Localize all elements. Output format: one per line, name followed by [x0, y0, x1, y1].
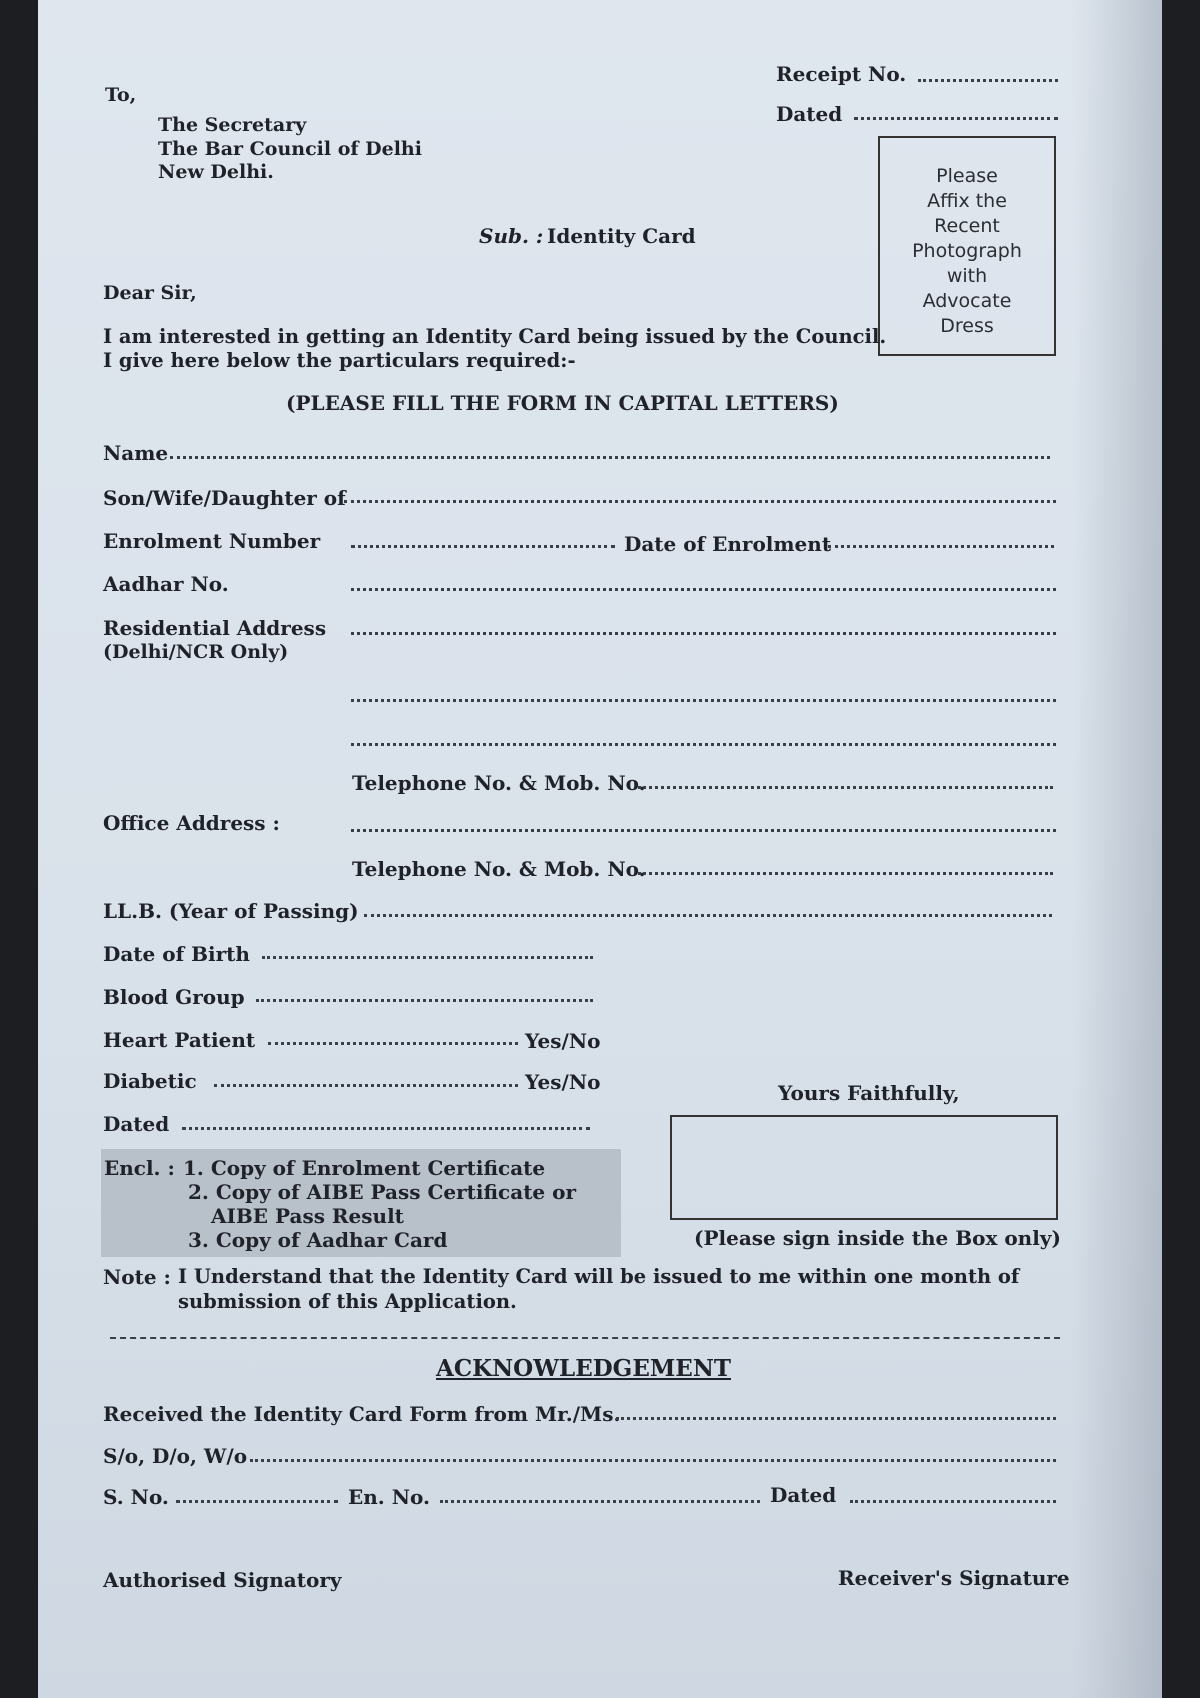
- receivers-signature: Receiver's Signature: [838, 1566, 1070, 1590]
- form-page: [38, 0, 1162, 1698]
- llb-field[interactable]: [364, 914, 1052, 917]
- dated-field[interactable]: [854, 117, 1058, 120]
- residential-address-line-1[interactable]: [351, 632, 1056, 635]
- addressee-line-3: New Delhi.: [158, 161, 274, 183]
- enclosure-item-2: 2. Copy of AIBE Pass Certificate or: [188, 1180, 576, 1204]
- residential-address-note: (Delhi/NCR Only): [103, 641, 289, 663]
- yours-faithfully: Yours Faithfully,: [778, 1081, 960, 1105]
- llb-label: LL.B. (Year of Passing): [103, 899, 359, 923]
- note-line-1: I Understand that the Identity Card will be issued to me within one month of: [178, 1265, 1020, 1288]
- enno-field[interactable]: [440, 1500, 760, 1503]
- ack-dated-label: Dated: [770, 1483, 837, 1507]
- addressee-line-1: The Secretary: [158, 114, 307, 136]
- cut-line: [110, 1337, 1060, 1339]
- dated-bottom-label: Dated: [103, 1112, 170, 1136]
- heart-patient-yes-no: Yes/No: [525, 1029, 601, 1053]
- office-telephone-label: Telephone No. & Mob. No.: [352, 857, 646, 881]
- salutation: Dear Sir,: [103, 282, 197, 304]
- received-field[interactable]: [616, 1417, 1056, 1420]
- diabetic-yes-no: Yes/No: [525, 1070, 601, 1094]
- diabetic-label: Diabetic: [103, 1069, 197, 1093]
- addressee-line-2: The Bar Council of Delhi: [158, 138, 422, 160]
- residential-address-label: Residential Address: [103, 616, 327, 640]
- enclosure-item-2-continued: AIBE Pass Result: [211, 1204, 404, 1228]
- residential-address-line-2[interactable]: [351, 699, 1056, 702]
- enclosures-label: Encl. :: [104, 1156, 175, 1180]
- office-address-label: Office Address :: [103, 811, 280, 835]
- subject: Identity Card: [547, 224, 696, 248]
- note-line-2: submission of this Application.: [178, 1290, 517, 1313]
- receipt-label: Receipt No.: [776, 62, 907, 86]
- enrolment-number-field[interactable]: [351, 545, 615, 548]
- ack-dated-field[interactable]: [850, 1500, 1056, 1503]
- dob-label: Date of Birth: [103, 942, 250, 966]
- note-label: Note :: [103, 1265, 171, 1289]
- signature-instruction: (Please sign inside the Box only): [694, 1226, 1061, 1250]
- ack-relation-label: S/o, D/o, W/o: [103, 1444, 248, 1468]
- heart-patient-label: Heart Patient: [103, 1028, 256, 1052]
- to-label: To,: [105, 84, 137, 106]
- authorised-signatory: Authorised Signatory: [103, 1568, 342, 1592]
- received-label: Received the Identity Card Form from Mr./Ms.: [103, 1402, 621, 1426]
- intro-line-2: I give here below the particulars required:-: [103, 349, 576, 372]
- aadhar-field[interactable]: [351, 588, 1056, 591]
- dated-label: Dated: [776, 102, 843, 126]
- sno-label: S. No.: [103, 1485, 169, 1509]
- date-of-enrolment-label: Date of Enrolment: [624, 532, 832, 556]
- relation-field[interactable]: [344, 500, 1056, 503]
- photo-box: [878, 136, 1056, 356]
- diabetic-field[interactable]: [214, 1084, 518, 1087]
- enclosure-item-1: 1. Copy of Enrolment Certificate: [183, 1156, 546, 1180]
- residential-telephone-field[interactable]: [638, 786, 1053, 789]
- enrolment-number-label: Enrolment Number: [103, 529, 321, 553]
- aadhar-label: Aadhar No.: [103, 572, 229, 596]
- acknowledgement-title: ACKNOWLEDGEMENT: [436, 1355, 731, 1382]
- receipt-field[interactable]: [918, 79, 1058, 82]
- blood-group-label: Blood Group: [103, 985, 245, 1009]
- photo-box-text: Please Affix the Recent Photograph with Advocate Dress: [912, 165, 1022, 337]
- intro-line-1: I am interested in getting an Identity Card being issued by the Council.: [103, 325, 887, 348]
- blood-group-field[interactable]: [256, 999, 593, 1002]
- ack-relation-field[interactable]: [250, 1459, 1056, 1462]
- sno-field[interactable]: [176, 1500, 338, 1503]
- heart-patient-field[interactable]: [268, 1042, 518, 1045]
- residential-address-line-3[interactable]: [351, 743, 1056, 746]
- enclosure-item-3: 3. Copy of Aadhar Card: [188, 1228, 448, 1252]
- relation-label: Son/Wife/Daughter of: [103, 486, 346, 510]
- name-label: Name: [103, 441, 169, 465]
- enno-label: En. No.: [348, 1485, 430, 1509]
- residential-telephone-label: Telephone No. & Mob. No.: [352, 771, 646, 795]
- subject-prefix: Sub. :: [479, 224, 544, 248]
- signature-box[interactable]: [670, 1115, 1058, 1220]
- office-telephone-field[interactable]: [638, 872, 1053, 875]
- dated-bottom-field[interactable]: [182, 1127, 590, 1130]
- capital-letters-instruction: (PLEASE FILL THE FORM IN CAPITAL LETTERS): [286, 391, 839, 415]
- dob-field[interactable]: [262, 956, 593, 959]
- date-of-enrolment-field[interactable]: [828, 545, 1054, 548]
- office-address-field[interactable]: [351, 829, 1056, 832]
- name-field[interactable]: [170, 456, 1050, 459]
